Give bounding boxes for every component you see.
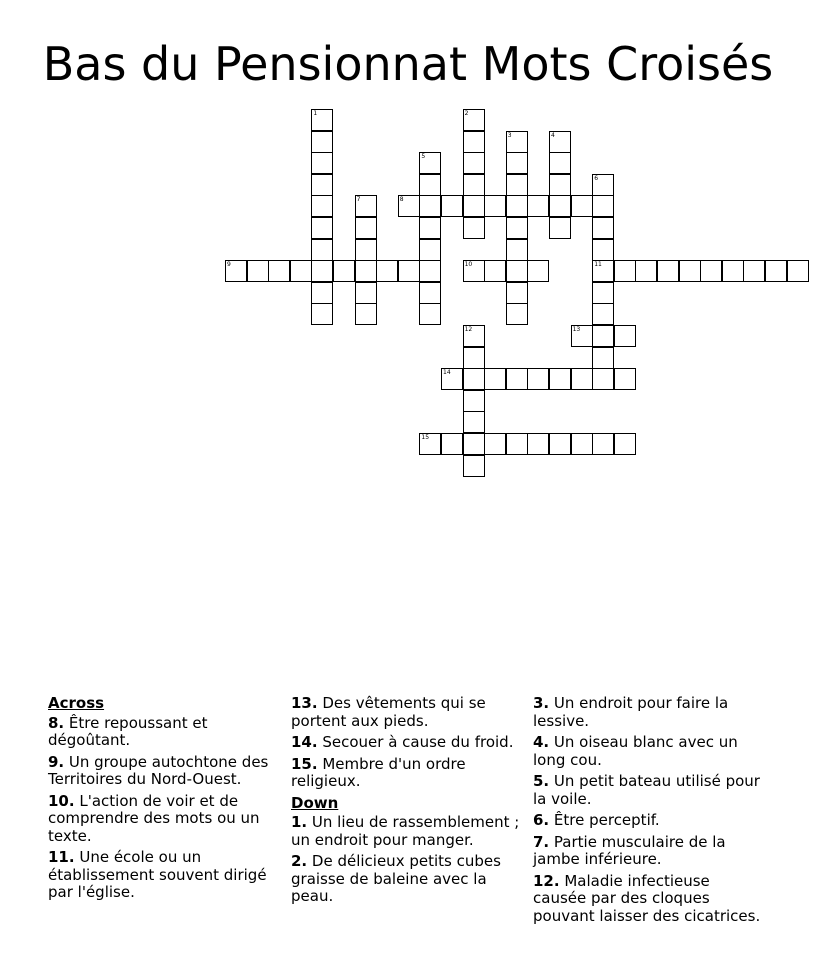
clue-number-label: 4.: [533, 733, 550, 751]
clue-number-label: 14.: [291, 733, 318, 751]
grid-cell[interactable]: [527, 260, 549, 282]
clue-item: [48, 793, 288, 846]
grid-cell[interactable]: [268, 260, 290, 282]
grid-cell[interactable]: [484, 260, 506, 282]
grid-cell[interactable]: [506, 217, 528, 239]
grid-cell[interactable]: [635, 260, 657, 282]
grid-cell[interactable]: [311, 303, 333, 325]
grid-cell[interactable]: [506, 433, 528, 455]
clue-item: [533, 695, 763, 730]
clue-text: Secouer à cause du froid.: [317, 733, 514, 751]
grid-cell[interactable]: [463, 152, 485, 174]
grid-cell[interactable]: [225, 260, 247, 282]
clue-text: Partie musculaire de la jambe inférieure.: [533, 832, 726, 868]
down-header: Down: [291, 793, 339, 812]
grid-cell[interactable]: [463, 195, 485, 217]
grid-cell[interactable]: [463, 390, 485, 412]
grid-cell[interactable]: [355, 239, 377, 261]
grid-cell[interactable]: [592, 239, 614, 261]
grid-cell[interactable]: [592, 217, 614, 239]
grid-cell[interactable]: [527, 433, 549, 455]
grid-cell[interactable]: [311, 195, 333, 217]
grid-cell[interactable]: [722, 260, 744, 282]
grid-cell[interactable]: [290, 260, 312, 282]
clue-number-label: 8.: [48, 713, 65, 732]
grid-cell[interactable]: [311, 131, 333, 153]
grid-cell[interactable]: [463, 217, 485, 239]
grid-cell[interactable]: [419, 260, 441, 282]
clue-text: Un lieu de rassemblement ; un endroit pour manger.: [291, 813, 520, 849]
clue-number: 4: [551, 131, 555, 139]
clue-item: [291, 814, 529, 849]
grid-cell[interactable]: [592, 174, 614, 196]
grid-cell[interactable]: [419, 217, 441, 239]
grid-cell[interactable]: [311, 217, 333, 239]
grid-cell[interactable]: [506, 131, 528, 153]
grid-cell[interactable]: [592, 347, 614, 369]
grid-cell[interactable]: [527, 195, 549, 217]
clue-number-label: 12.: [533, 871, 560, 890]
clue-number-label: 6.: [533, 811, 550, 829]
clue-item: [533, 734, 763, 769]
clue-number-label: 13.: [291, 694, 318, 712]
grid-cell[interactable]: [571, 325, 593, 347]
clue-number: 7: [356, 196, 361, 204]
grid-cell[interactable]: [441, 433, 463, 455]
clue-number-label: 15.: [291, 754, 318, 773]
grid-cell[interactable]: [355, 282, 377, 304]
clue-number-label: 7.: [533, 832, 550, 851]
grid-cell[interactable]: [592, 282, 614, 304]
grid-cell[interactable]: [355, 260, 377, 282]
grid-cell[interactable]: [679, 260, 701, 282]
grid-cell[interactable]: [549, 368, 571, 390]
grid-cell[interactable]: [463, 109, 485, 131]
grid-cell[interactable]: [592, 195, 614, 217]
clue-number: 5: [421, 153, 426, 161]
grid-cell[interactable]: [311, 282, 333, 304]
grid-cell[interactable]: [398, 195, 420, 217]
clue-item: [291, 853, 529, 906]
grid-cell[interactable]: [463, 174, 485, 196]
grid-cell[interactable]: [419, 282, 441, 304]
grid-cell[interactable]: [484, 433, 506, 455]
down-clue-list-2: [533, 695, 763, 925]
clue-text: Des vêtements qui se portent aux pieds.: [291, 694, 486, 730]
grid-cell[interactable]: [614, 260, 636, 282]
clue-number: 14: [443, 369, 451, 377]
grid-cell[interactable]: [506, 152, 528, 174]
grid-cell[interactable]: [549, 195, 571, 217]
grid-cell[interactable]: [419, 152, 441, 174]
grid-cell[interactable]: [463, 131, 485, 153]
clue-number: 3: [507, 131, 512, 139]
grid-cell[interactable]: [506, 239, 528, 261]
clue-text: Un petit bateau utilisé pour la voile.: [533, 772, 760, 808]
puzzle-title: Bas du Pensionnat Mots Croisés: [42, 37, 774, 91]
grid-cell[interactable]: [527, 368, 549, 390]
clue-number: 15: [421, 434, 430, 441]
clue-number-label: 10.: [48, 791, 75, 810]
grid-cell[interactable]: [506, 195, 528, 217]
grid-cell[interactable]: [419, 174, 441, 196]
clue-text: Une école ou un établissement souvent dirigé par l'église.: [48, 848, 267, 901]
grid-cell[interactable]: [398, 260, 420, 282]
grid-cell[interactable]: [614, 325, 636, 347]
grid-cell[interactable]: [441, 368, 463, 390]
clue-text: Être perceptif.: [549, 811, 660, 829]
clues-column-3: [533, 695, 763, 929]
clue-item: [533, 873, 763, 926]
grid-cell[interactable]: [419, 303, 441, 325]
clues-column-2: [291, 695, 529, 910]
clue-number-label: 3.: [533, 694, 550, 712]
clue-text: Un endroit pour faire la lessive.: [533, 694, 729, 730]
grid-cell[interactable]: [592, 325, 614, 347]
grid-cell[interactable]: [787, 260, 809, 282]
grid-cell[interactable]: [463, 325, 485, 347]
clue-number: 12: [464, 326, 473, 333]
clue-item: [48, 849, 288, 902]
clue-number-label: 9.: [48, 752, 65, 771]
grid-cell[interactable]: [463, 433, 485, 455]
grid-cell[interactable]: [592, 368, 614, 390]
grid-cell[interactable]: [549, 131, 571, 153]
grid-cell[interactable]: [549, 174, 571, 196]
grid-cell[interactable]: [571, 368, 593, 390]
grid-cell[interactable]: [311, 174, 333, 196]
down-clue-list-1: [291, 814, 529, 906]
grid-cell[interactable]: [506, 368, 528, 390]
grid-cell[interactable]: [311, 260, 333, 282]
clue-item: [533, 834, 763, 869]
grid-cell[interactable]: [441, 195, 463, 217]
grid-cell[interactable]: [463, 368, 485, 390]
grid-cell[interactable]: [657, 260, 679, 282]
clue-number: 13: [572, 326, 581, 333]
clue-number: 8: [399, 196, 404, 204]
clue-text: Un groupe autochtone des Territoires du Nord-Ouest.: [48, 752, 269, 788]
grid-cell[interactable]: [355, 195, 377, 217]
grid-cell[interactable]: [247, 260, 269, 282]
across-header: Across: [48, 694, 105, 712]
grid-cell[interactable]: [700, 260, 722, 282]
grid-cell[interactable]: [376, 260, 398, 282]
grid-cell[interactable]: [484, 368, 506, 390]
grid-cell[interactable]: [419, 195, 441, 217]
grid-cell[interactable]: [506, 174, 528, 196]
grid-cell[interactable]: [311, 109, 333, 131]
grid-cell[interactable]: [311, 152, 333, 174]
clue-number: 11: [594, 261, 602, 269]
clue-item: [291, 695, 529, 730]
grid-cell[interactable]: [592, 260, 614, 282]
clue-item: [533, 812, 763, 830]
grid-cell[interactable]: [506, 282, 528, 304]
clue-text: L'action de voir et de comprendre des mots ou un texte.: [48, 791, 260, 845]
grid-cell[interactable]: [614, 368, 636, 390]
clues-column-1: [48, 695, 288, 906]
across-clue-list-1: [48, 715, 288, 902]
clue-number-label: 1.: [291, 813, 308, 831]
clue-number: 9: [227, 261, 231, 269]
grid-cell[interactable]: [592, 303, 614, 325]
grid-cell[interactable]: [463, 347, 485, 369]
grid-cell[interactable]: [571, 195, 593, 217]
clue-number: 2: [464, 110, 469, 117]
grid-cell[interactable]: [333, 260, 355, 282]
grid-cell[interactable]: [463, 260, 485, 282]
grid-cell[interactable]: [484, 195, 506, 217]
clue-number: 6: [594, 174, 599, 182]
grid-cell[interactable]: [463, 455, 485, 477]
clue-number-label: 11.: [48, 848, 75, 866]
grid-cell[interactable]: [506, 303, 528, 325]
grid-cell[interactable]: [571, 433, 593, 455]
clue-item: [48, 715, 288, 750]
clue-item: [48, 754, 288, 789]
clue-text: De délicieux petits cubes graisse de baleine avec la peau.: [291, 852, 501, 905]
grid-cell[interactable]: [549, 217, 571, 239]
clue-number-label: 5.: [533, 772, 550, 790]
grid-cell[interactable]: [506, 260, 528, 282]
clue-text: Être repoussant et dégoûtant.: [48, 713, 208, 749]
clue-item: [533, 773, 763, 808]
across-clue-list-2: [291, 695, 529, 791]
clue-text: Maladie infectieuse causée par des cloques pouvant laisser des cicatrices.: [533, 871, 761, 925]
grid-cell[interactable]: [549, 433, 571, 455]
clue-item: [291, 734, 529, 752]
grid-cell[interactable]: [419, 239, 441, 261]
clue-text: Membre d'un ordre religieux.: [291, 754, 466, 790]
grid-cell[interactable]: [463, 411, 485, 433]
grid-cell[interactable]: [355, 303, 377, 325]
clue-number: 1: [313, 110, 318, 117]
grid-cell[interactable]: [549, 152, 571, 174]
grid-cell[interactable]: [614, 433, 636, 455]
grid-cell[interactable]: [743, 260, 765, 282]
clue-number: 10: [464, 261, 473, 269]
grid-cell[interactable]: [765, 260, 787, 282]
clue-item: [291, 756, 529, 791]
clue-number-label: 2.: [291, 852, 308, 870]
grid-cell[interactable]: [355, 217, 377, 239]
grid-cell[interactable]: [592, 433, 614, 455]
clue-text: Un oiseau blanc avec un long cou.: [533, 733, 738, 769]
grid-cell[interactable]: [419, 433, 441, 455]
grid-cell[interactable]: [311, 239, 333, 261]
